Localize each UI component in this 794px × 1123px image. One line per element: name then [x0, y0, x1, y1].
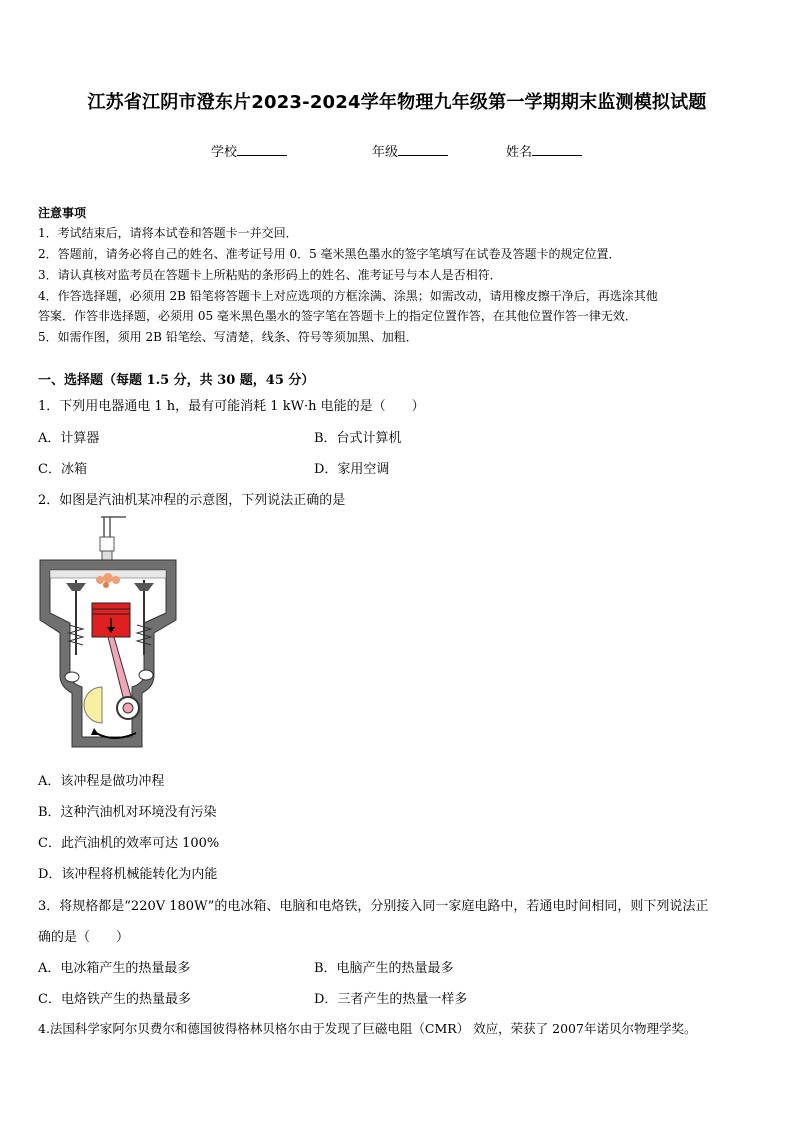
q3-option-d[interactable]: D．三者产生的热量一样多	[314, 992, 468, 1007]
school-field[interactable]	[211, 141, 287, 160]
q2-option-b[interactable]: B．这种汽油机对环境没有污染	[38, 805, 217, 820]
school-label: 学校	[211, 145, 238, 160]
q3-option-a[interactable]: A．电冰箱产生的热量最多	[38, 961, 191, 976]
notice-item: 5．如需作图，须用 2B 铅笔绘、写清楚，线条、符号等须加黑、加粗．	[38, 330, 418, 344]
page-title: 江苏省江阴市澄东片2023-2024学年物理九年级第一学期期末监测模拟试题	[87, 92, 707, 113]
q2-option-c[interactable]: C．此汽油机的效率可达 100%	[38, 836, 220, 851]
engine-diagram	[36, 515, 186, 760]
q3-option-b[interactable]: B．电脑产生的热量最多	[314, 961, 454, 976]
name-label: 姓名	[506, 145, 533, 160]
question-4-stem: 4.法国科学家阿尔贝费尔和德国彼得格林贝格尔由于发现了巨磁电阻（CMR） 效应，荣获了 2007年诺贝尔物理学奖。	[38, 1021, 697, 1036]
notice-heading: 注意事项	[38, 206, 87, 220]
notice-item: 答案．作答非选择题，必须用 05 毫米黑色墨水的签字笔在答题卡上的指定位置作答，在其他位置作答一律无效．	[38, 309, 637, 323]
q1-option-a[interactable]: A．计算器	[38, 431, 100, 446]
q1-option-c[interactable]: C．冰箱	[38, 462, 87, 477]
q1-option-d[interactable]: D．家用空调	[314, 462, 390, 477]
question-2-stem: 2．如图是汽油机某冲程的示意图，下列说法正确的是	[38, 493, 346, 508]
grade-field[interactable]	[372, 141, 448, 160]
notice-item: 1．考试结束后，请将本试卷和答题卡一并交回．	[38, 226, 298, 240]
section-heading: 一、选择题（每题 1.5 分，共 30 题，45 分）	[38, 373, 315, 388]
school-blank[interactable]	[237, 143, 287, 156]
q3-option-c[interactable]: C．电烙铁产生的热量最多	[38, 992, 191, 1007]
question-3-stem: 3．将规格都是“220V 180W”的电冰箱、电脑和电烙铁，分别接入同一家庭电路中，若通电时间相同，则下列说法正	[38, 899, 709, 914]
notice-item: 4．作答选择题，必须用 2B 铅笔将答题卡上对应选项的方框涂满、涂黑；如需改动，请用橡皮擦干净后，再选涂其他	[38, 289, 658, 303]
engine-block	[40, 560, 176, 747]
q1-option-b[interactable]: B．台式计算机	[314, 431, 402, 446]
spark-plug	[100, 517, 126, 565]
name-field[interactable]	[506, 141, 582, 160]
crankshaft-gear	[84, 687, 139, 723]
q2-option-a[interactable]: A．该冲程是做功冲程	[38, 774, 165, 789]
notice-item: 3．请认真核对监考员在答题卡上所粘贴的条形码上的姓名、准考证号与本人是否相符．	[38, 268, 502, 282]
notice-item: 2．答题前，请务必将自己的姓名、准考证号用 0．5 毫米黑色墨水的签字笔填写在试卷及答题卡的规定位置．	[38, 247, 621, 261]
question-1-stem: 1．下列用电器通电 1 h，最有可能消耗 1 kW·h 电能的是（ ）	[38, 399, 425, 414]
grade-label: 年级	[372, 145, 399, 160]
piston	[92, 603, 130, 637]
question-3-stem-cont: 确的是（ ）	[38, 930, 130, 945]
connecting-rod	[108, 637, 133, 705]
grade-blank[interactable]	[398, 143, 448, 156]
name-blank[interactable]	[532, 143, 582, 156]
q2-option-d[interactable]: D．该冲程将机械能转化为内能	[38, 867, 218, 882]
